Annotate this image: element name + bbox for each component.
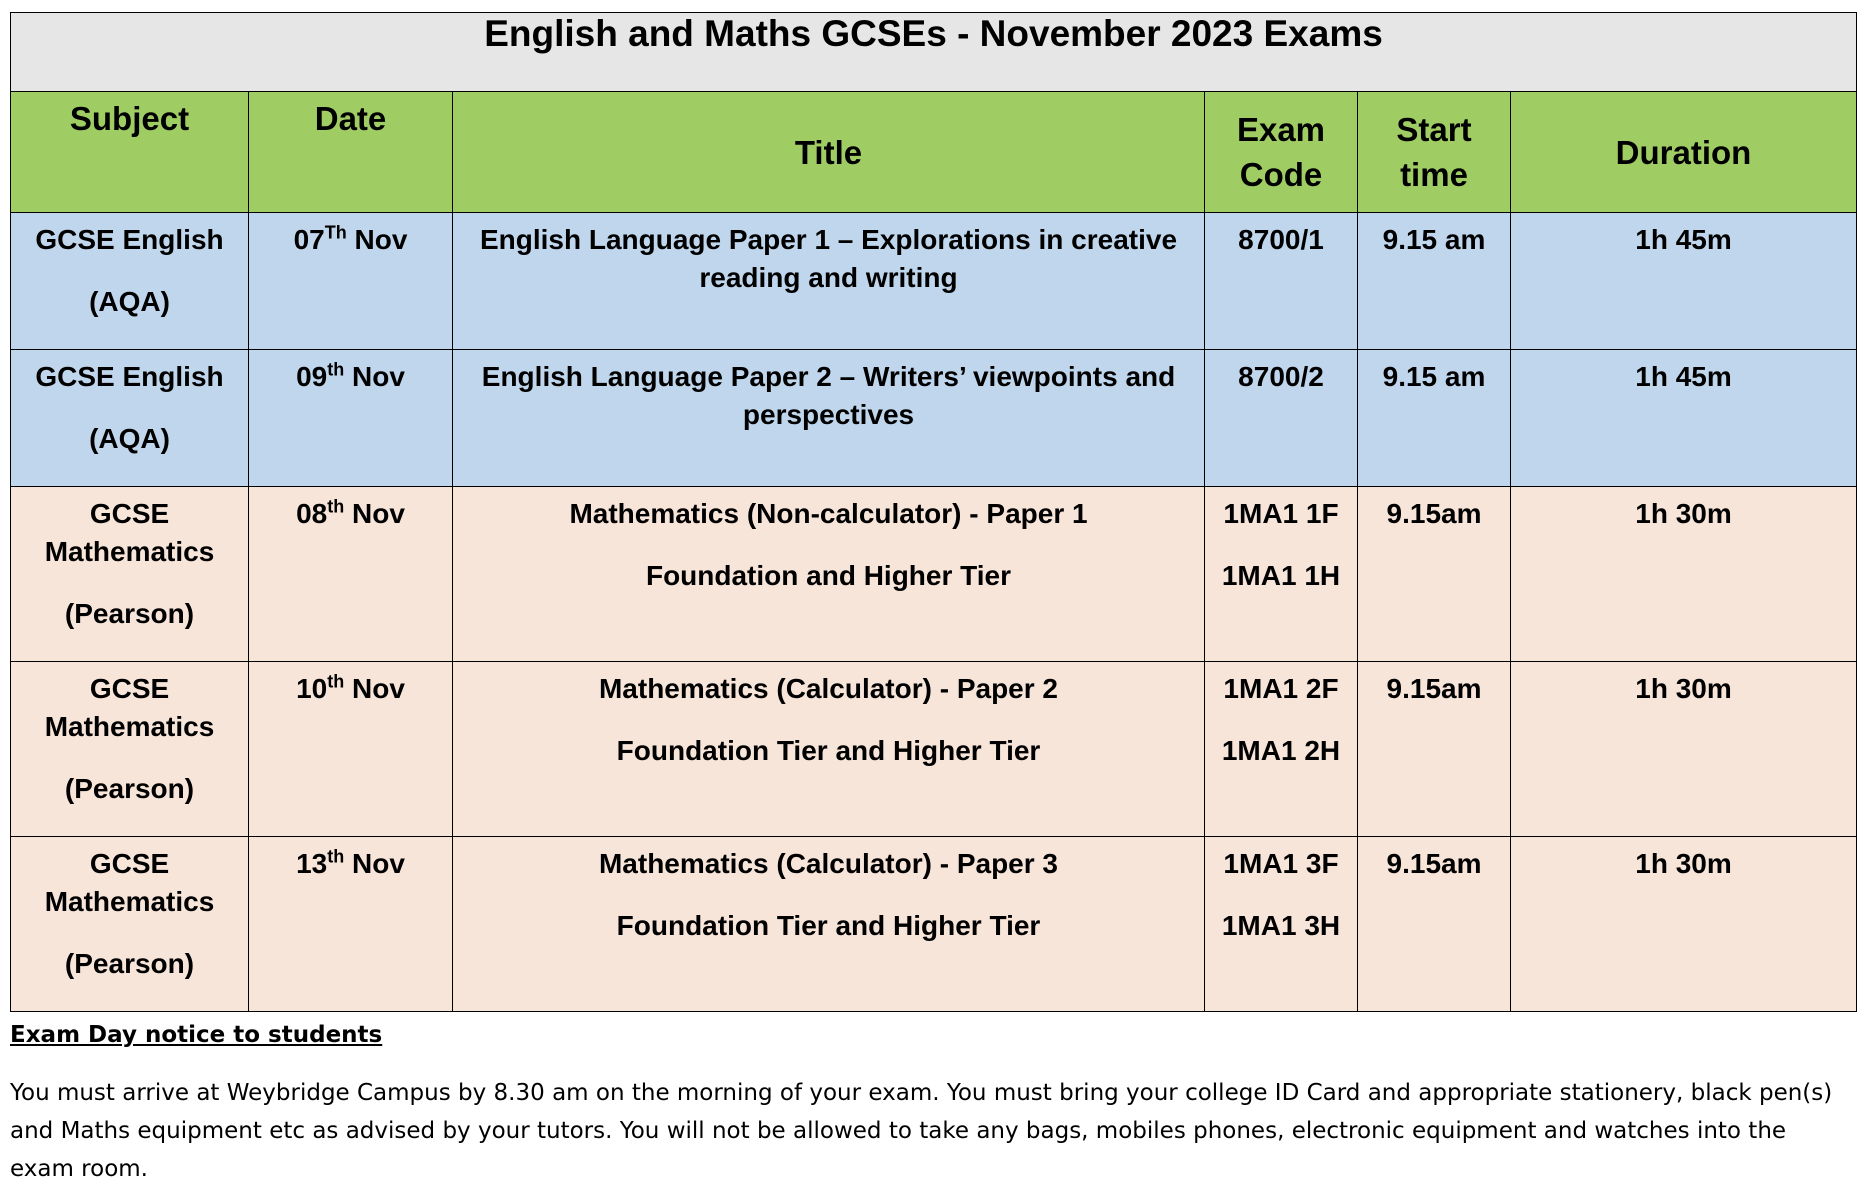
subject-cell [11, 662, 249, 837]
title-cell [453, 350, 1205, 487]
exam-code-line: 1MA1 1F [1223, 498, 1339, 529]
notice-heading: Exam Day notice to students [10, 1022, 383, 1048]
title-cell [453, 662, 1205, 837]
title-line: Foundation Tier and Higher Tier [616, 735, 1041, 766]
duration-cell: 1h 30m [1511, 662, 1857, 837]
title-line: perspectives [742, 399, 915, 430]
table-row [11, 662, 1857, 837]
subject-cell [11, 837, 249, 1012]
duration-cell: 1h 45m [1511, 213, 1857, 350]
date-suffix: th [327, 671, 345, 692]
date-suffix: th [327, 496, 345, 517]
header-subject: Subject [11, 92, 249, 213]
exam-code-line: 1MA1 3F [1223, 848, 1339, 879]
date-day: 08 [296, 498, 328, 529]
subject-cell [11, 213, 249, 350]
exam-code-cell [1205, 487, 1358, 662]
exam-code-cell: 8700/1 [1205, 213, 1358, 350]
subject-line: (Pearson) [64, 773, 195, 804]
subject-cell [11, 487, 249, 662]
start-time-cell: 9.15am [1358, 662, 1511, 837]
start-time-cell: 9.15am [1358, 487, 1511, 662]
exam-code-line: 1MA1 1H [1221, 560, 1341, 591]
subject-cell [11, 350, 249, 487]
duration-cell: 1h 45m [1511, 350, 1857, 487]
header-exam-code-line2: Code [1239, 156, 1323, 193]
title-line: Mathematics (Calculator) - Paper 2 [598, 673, 1059, 704]
title-line: Mathematics (Calculator) - Paper 3 [598, 848, 1059, 879]
title-line: reading and writing [699, 262, 958, 293]
subject-line: GCSE [89, 498, 170, 529]
date-cell [249, 350, 453, 487]
start-time-cell: 9.15am [1358, 837, 1511, 1012]
notice-body: You must arrive at Weybridge Campus by 8.30 am on the morning of your exam. You must bring your college ID Card and appropriate stationery, black pen(s) and Maths equipment etc as advised by your tutors. You will not be allowed to take any bags, mobiles phones, electronic equipment and watches into the exam room. [10, 1080, 1833, 1182]
header-exam-code-line1: Exam [1236, 111, 1326, 148]
date-day: 09 [296, 361, 328, 392]
duration-cell: 1h 30m [1511, 487, 1857, 662]
exam-code-cell [1205, 662, 1358, 837]
header-title: Title [453, 92, 1205, 213]
table-title: English and Maths GCSEs - November 2023 Exams [11, 13, 1857, 92]
subject-line: Mathematics [44, 886, 215, 917]
subject-line: (Pearson) [64, 948, 195, 979]
date-month: Nov [354, 224, 408, 255]
table-row [11, 350, 1857, 487]
title-line: Foundation and Higher Tier [645, 560, 1012, 591]
subject-line: Mathematics [44, 536, 215, 567]
table-row [11, 837, 1857, 1012]
date-day: 07 [293, 224, 325, 255]
header-date: Date [249, 92, 453, 213]
date-cell [249, 837, 453, 1012]
date-day: 10 [296, 673, 328, 704]
title-line: English Language Paper 2 – Writers’ viewpoints and [481, 361, 1176, 392]
subject-line: GCSE [89, 673, 170, 704]
title-cell [453, 487, 1205, 662]
date-month: Nov [352, 673, 405, 704]
subject-line: GCSE [89, 848, 170, 879]
date-suffix: th [327, 359, 345, 380]
exam-code-cell [1205, 837, 1358, 1012]
table-title-row [11, 13, 1857, 92]
title-line: Foundation Tier and Higher Tier [616, 910, 1041, 941]
exam-code-line: 1MA1 2H [1221, 735, 1341, 766]
subject-line: (AQA) [89, 286, 170, 317]
date-day: 13 [296, 848, 328, 879]
header-duration: Duration [1511, 92, 1857, 213]
exam-code-line: 1MA1 3H [1221, 910, 1341, 941]
subject-line: GCSE English [35, 361, 224, 392]
date-suffix: Th [324, 222, 347, 243]
start-time-cell: 9.15 am [1358, 350, 1511, 487]
header-start-time-line1: Start [1396, 111, 1472, 148]
title-cell [453, 213, 1205, 350]
date-cell [249, 662, 453, 837]
header-start-time [1358, 92, 1511, 213]
date-month: Nov [352, 498, 405, 529]
table-row [11, 213, 1857, 350]
start-time-cell: 9.15 am [1358, 213, 1511, 350]
title-line: English Language Paper 1 – Explorations in creative [479, 224, 1178, 255]
exam-code-cell: 8700/2 [1205, 350, 1358, 487]
date-month: Nov [352, 361, 405, 392]
exam-code-line: 1MA1 2F [1223, 673, 1339, 704]
header-start-time-line2: time [1400, 156, 1468, 193]
subject-line: (Pearson) [64, 598, 195, 629]
subject-line: (AQA) [89, 423, 170, 454]
title-line: Mathematics (Non-calculator) - Paper 1 [569, 498, 1088, 529]
date-cell [249, 487, 453, 662]
duration-cell: 1h 30m [1511, 837, 1857, 1012]
header-exam-code [1205, 92, 1358, 213]
exam-day-notice [10, 1022, 1850, 1188]
title-cell [453, 837, 1205, 1012]
subject-line: GCSE English [35, 224, 224, 255]
date-month: Nov [352, 848, 405, 879]
table-row [11, 487, 1857, 662]
date-suffix: th [327, 846, 345, 867]
date-cell [249, 213, 453, 350]
subject-line: Mathematics [44, 711, 215, 742]
exam-timetable [10, 12, 1857, 1012]
table-header-row [11, 92, 1857, 213]
